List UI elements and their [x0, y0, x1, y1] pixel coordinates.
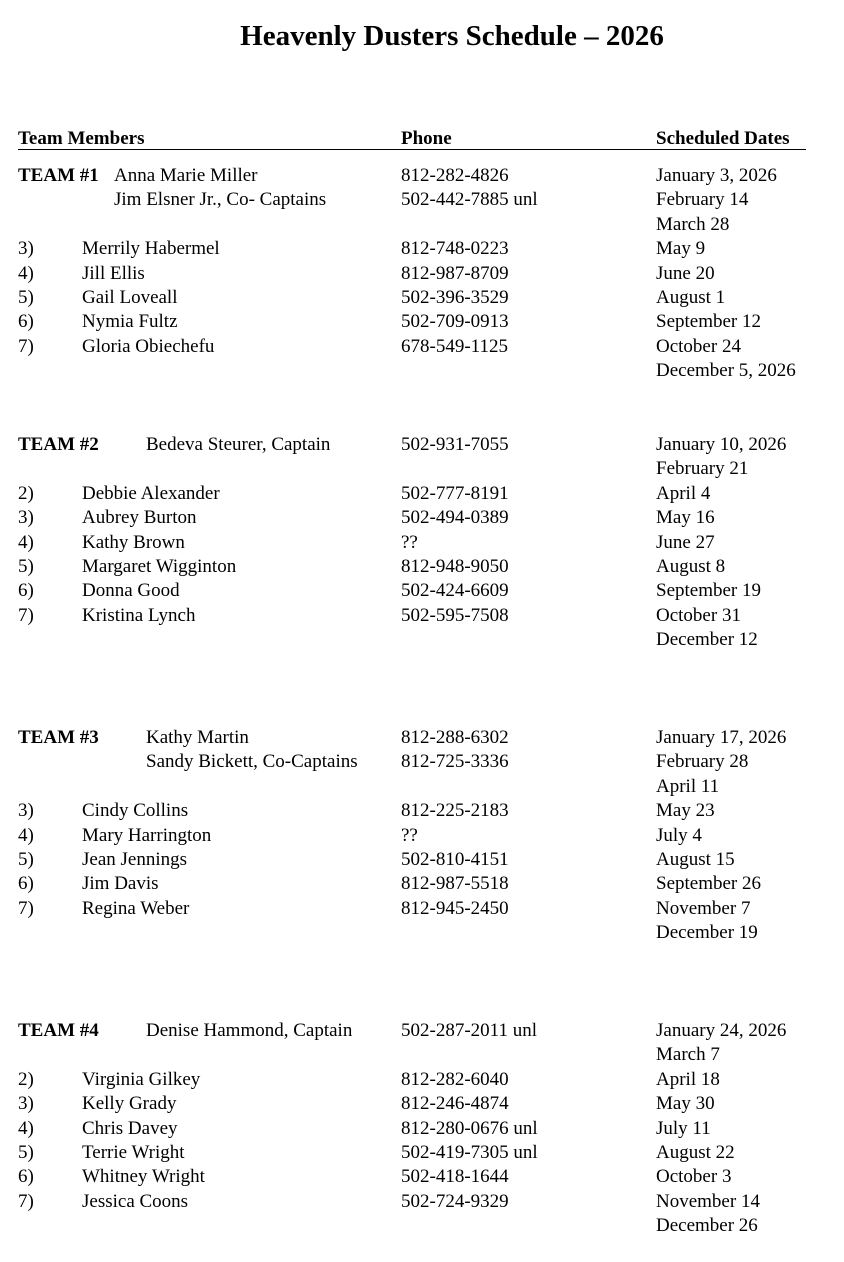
team-2-row [0, 482, 844, 506]
team-label: TEAM #2 [18, 434, 99, 455]
team-4-row [0, 1190, 844, 1214]
scheduled-date: August 22 [656, 1142, 735, 1163]
team-1-row [0, 262, 844, 286]
member-phone: 502-595-7508 [401, 604, 509, 626]
team-3-row [0, 848, 844, 872]
member-phone: 502-418-1644 [401, 1166, 509, 1188]
member-phone: 812-246-4874 [401, 1093, 509, 1115]
header-underline [18, 149, 806, 150]
scheduled-date: August 15 [656, 849, 735, 870]
member-number: 2) [18, 482, 34, 504]
team-3-row [0, 799, 844, 823]
member-phone: 812-987-5518 [401, 873, 509, 895]
member-phone: 678-549-1125 [401, 335, 508, 357]
member-number: 7) [18, 897, 34, 919]
member-phone: 812-282-4826 [401, 165, 509, 186]
member-name: Denise Hammond, Captain [146, 1020, 353, 1041]
scheduled-date: December 12 [656, 629, 758, 651]
scheduled-date: September 26 [656, 873, 762, 895]
member-name: Jill Ellis [82, 262, 145, 284]
member-name: Kathy Martin [146, 727, 249, 748]
member-number: 7) [18, 604, 34, 626]
member-phone: 812-945-2450 [401, 897, 509, 919]
member-name: Chris Davey [82, 1117, 178, 1139]
scheduled-date: January 24, 2026 [656, 1020, 787, 1041]
member-name: Sandy Bickett, Co-Captains [146, 751, 358, 773]
member-name: Gail Loveall [82, 287, 178, 308]
team-3-row [0, 726, 844, 750]
team-3-row [0, 750, 844, 774]
member-phone: 812-288-6302 [401, 727, 509, 748]
member-phone: 812-280-0676 unl [401, 1117, 538, 1139]
scheduled-date: January 17, 2026 [656, 727, 787, 748]
team-3-row [0, 872, 844, 896]
team-3-row [0, 775, 844, 799]
team-2-row [0, 531, 844, 555]
team-2-row [0, 506, 844, 530]
member-phone: ?? [401, 531, 418, 553]
member-name: Anna Marie Miller [114, 165, 258, 186]
scheduled-date: October 3 [656, 1166, 732, 1188]
team-2-row [0, 579, 844, 603]
scheduled-date: May 30 [656, 1093, 715, 1115]
member-phone: 502-419-7305 unl [401, 1142, 538, 1163]
member-name: Bedeva Steurer, Captain [146, 434, 331, 455]
member-number: 2) [18, 1068, 34, 1090]
member-phone: 502-287-2011 unl [401, 1020, 537, 1041]
scheduled-date: May 23 [656, 800, 715, 822]
member-phone: 502-709-0913 [401, 311, 509, 333]
member-name: Virginia Gilkey [82, 1068, 201, 1090]
member-name: Aubrey Burton [82, 507, 197, 529]
member-phone: 502-442-7885 unl [401, 189, 538, 211]
member-name: Terrie Wright [82, 1142, 185, 1163]
member-phone: 812-725-3336 [401, 751, 509, 773]
member-number: 6) [18, 580, 34, 602]
scheduled-date: March 7 [656, 1044, 720, 1066]
team-4-row [0, 1141, 844, 1165]
scheduled-date: January 3, 2026 [656, 165, 777, 186]
scheduled-date: January 10, 2026 [656, 434, 787, 455]
scheduled-date: December 26 [656, 1215, 758, 1237]
team-1-row [0, 164, 844, 188]
member-phone: 812-948-9050 [401, 556, 509, 577]
member-number: 4) [18, 262, 34, 284]
scheduled-date: June 27 [656, 531, 715, 553]
scheduled-date: February 21 [656, 458, 749, 480]
team-2-row [0, 604, 844, 628]
member-number: 4) [18, 1117, 34, 1139]
member-number: 4) [18, 531, 34, 553]
team-4-row [0, 1092, 844, 1116]
member-phone: 502-494-0389 [401, 507, 509, 529]
member-number: 5) [18, 287, 34, 308]
member-name: Debbie Alexander [82, 482, 220, 504]
scheduled-date: October 31 [656, 604, 741, 626]
scheduled-date: July 11 [656, 1117, 711, 1139]
member-name: Kristina Lynch [82, 604, 196, 626]
scheduled-date: December 19 [656, 922, 758, 944]
member-name: Jean Jennings [82, 849, 188, 870]
scheduled-date: April 11 [656, 775, 720, 797]
team-4-row [0, 1117, 844, 1141]
scheduled-date: November 14 [656, 1190, 760, 1212]
page-title: Heavenly Dusters Schedule – 2026 [240, 20, 664, 52]
member-number: 3) [18, 800, 34, 822]
member-number: 3) [18, 238, 34, 260]
scheduled-date: October 24 [656, 335, 741, 357]
scheduled-date: March 28 [656, 213, 730, 235]
header-scheduled-dates: Scheduled Dates [656, 128, 790, 149]
team-4-row [0, 1214, 844, 1238]
member-number: 6) [18, 873, 34, 895]
member-phone: 502-424-6609 [401, 580, 509, 602]
member-number: 7) [18, 335, 34, 357]
team-1-row [0, 286, 844, 310]
scheduled-date: May 9 [656, 238, 706, 260]
team-1-row [0, 335, 844, 359]
team-4-row [0, 1165, 844, 1189]
scheduled-date: August 8 [656, 556, 726, 577]
scheduled-date: May 16 [656, 507, 715, 529]
scheduled-date: April 4 [656, 482, 711, 504]
member-phone: 812-987-8709 [401, 262, 509, 284]
member-name: Regina Weber [82, 897, 190, 919]
member-name: Jim Davis [82, 873, 159, 895]
scheduled-date: September 12 [656, 311, 762, 333]
scheduled-date: December 5, 2026 [656, 360, 796, 382]
member-phone: 502-396-3529 [401, 287, 509, 308]
member-number: 3) [18, 1093, 34, 1115]
member-number: 5) [18, 556, 34, 577]
member-name: Jim Elsner Jr., Co- Captains [114, 189, 327, 211]
scheduled-date: September 19 [656, 580, 762, 602]
team-2-row [0, 555, 844, 579]
team-4-row [0, 1019, 844, 1043]
header-team-members: Team Members [18, 128, 145, 149]
scheduled-date: February 14 [656, 189, 749, 211]
member-phone: 502-931-7055 [401, 434, 509, 455]
member-phone: ?? [401, 824, 418, 846]
member-phone: 812-282-6040 [401, 1068, 509, 1090]
team-label: TEAM #3 [18, 727, 99, 748]
team-1-row [0, 188, 844, 212]
member-number: 6) [18, 1166, 34, 1188]
member-phone: 502-810-4151 [401, 849, 509, 870]
member-phone: 502-724-9329 [401, 1190, 509, 1212]
member-name: Whitney Wright [82, 1166, 205, 1188]
team-2-row [0, 628, 844, 652]
header-phone: Phone [401, 128, 452, 149]
member-name: Kathy Brown [82, 531, 185, 553]
team-1-row [0, 237, 844, 261]
member-name: Gloria Obiechefu [82, 335, 215, 357]
member-name: Nymia Fultz [82, 311, 178, 333]
team-3-row [0, 897, 844, 921]
member-name: Kelly Grady [82, 1093, 177, 1115]
member-name: Margaret Wigginton [82, 556, 237, 577]
team-2-row [0, 433, 844, 457]
team-4-row [0, 1043, 844, 1067]
member-name: Donna Good [82, 580, 180, 602]
member-number: 7) [18, 1190, 34, 1212]
member-number: 5) [18, 849, 34, 870]
member-number: 4) [18, 824, 34, 846]
scheduled-date: August 1 [656, 287, 726, 308]
team-1-row [0, 310, 844, 334]
member-phone: 812-225-2183 [401, 800, 509, 822]
member-number: 6) [18, 311, 34, 333]
scheduled-date: July 4 [656, 824, 702, 846]
scheduled-date: April 18 [656, 1068, 720, 1090]
team-3-row [0, 921, 844, 945]
team-2-row [0, 457, 844, 481]
member-name: Merrily Habermel [82, 238, 220, 260]
scheduled-date: June 20 [656, 262, 715, 284]
member-number: 3) [18, 507, 34, 529]
team-4-row [0, 1068, 844, 1092]
scheduled-date: November 7 [656, 897, 751, 919]
member-number: 5) [18, 1142, 34, 1163]
team-3-row [0, 824, 844, 848]
team-1-row [0, 213, 844, 237]
team-label: TEAM #1 [18, 165, 99, 186]
scheduled-date: February 28 [656, 751, 749, 773]
team-1-row [0, 359, 844, 383]
team-label: TEAM #4 [18, 1020, 99, 1041]
member-name: Cindy Collins [82, 800, 189, 822]
member-name: Mary Harrington [82, 824, 212, 846]
member-name: Jessica Coons [82, 1190, 189, 1212]
member-phone: 502-777-8191 [401, 482, 509, 504]
member-phone: 812-748-0223 [401, 238, 509, 260]
